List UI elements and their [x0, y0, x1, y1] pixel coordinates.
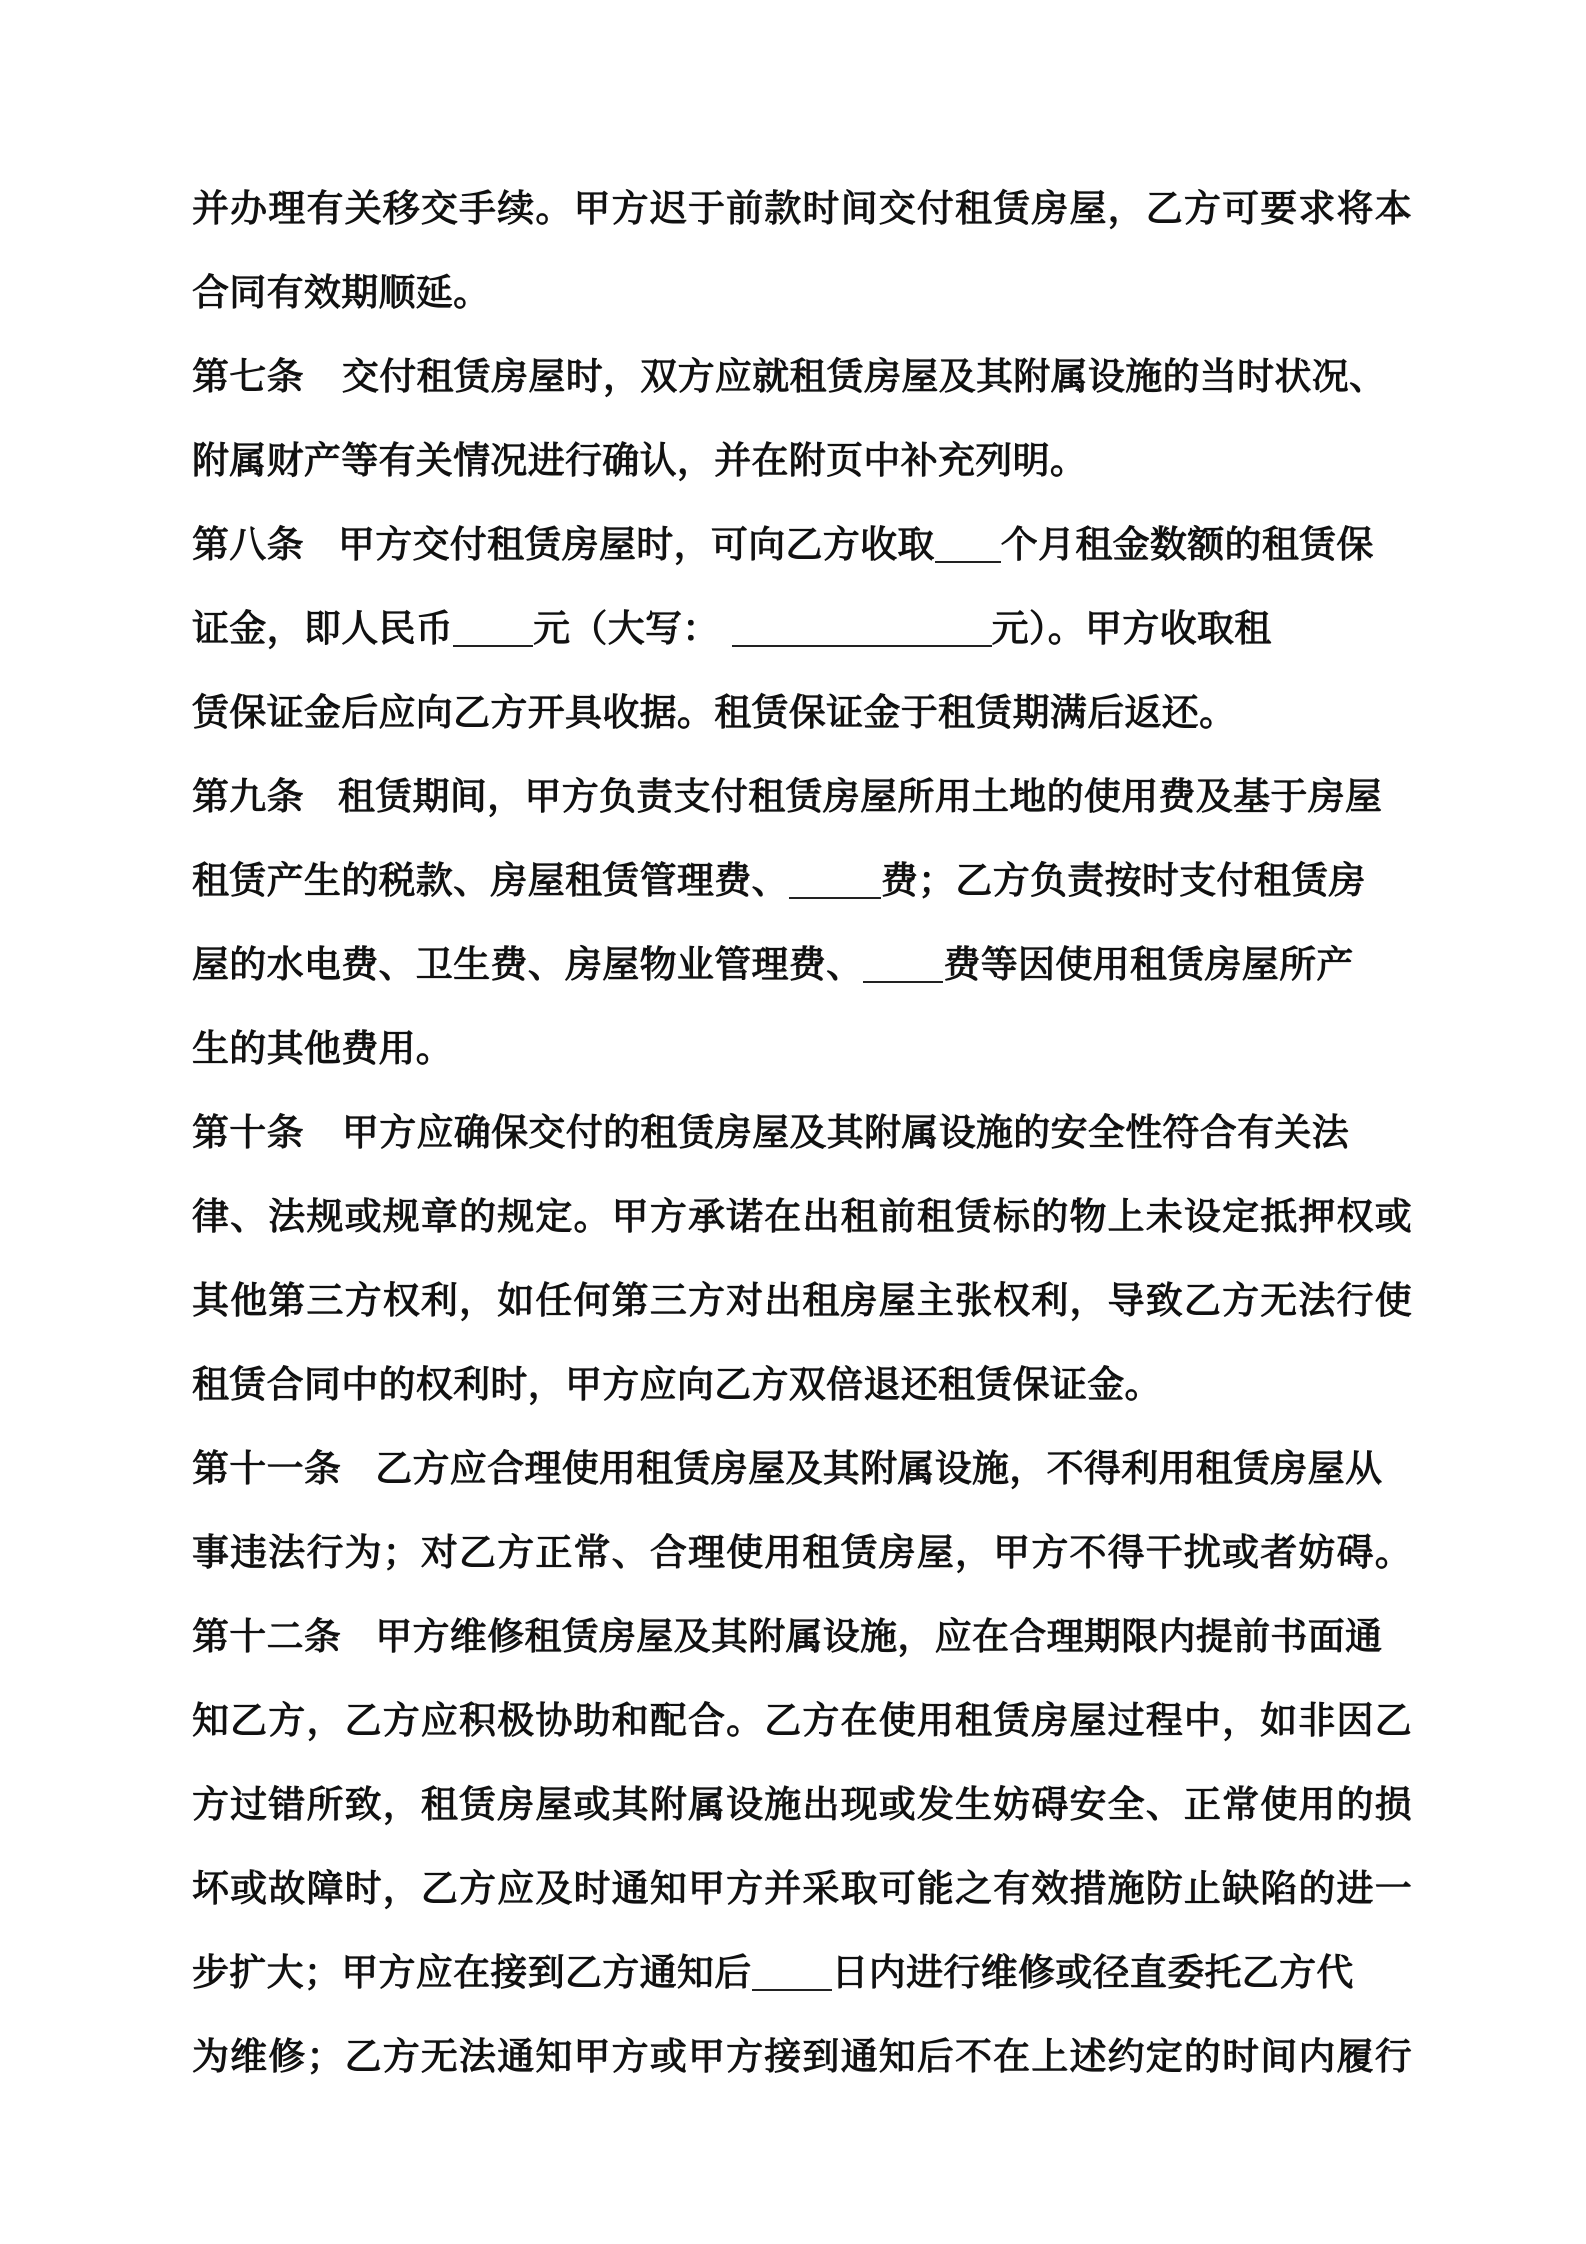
article-number: 第九条	[192, 775, 304, 818]
fill-blank-amount[interactable]	[453, 601, 533, 647]
text-line: 附属财产等有关情况进行确认，并在附页中补充列明。	[192, 439, 1088, 482]
article-number: 第八条	[192, 523, 304, 566]
text-line: 证金，即人民币 元（大写： 元）。甲方收取租	[192, 587, 1412, 671]
fill-blank-amount-uppercase[interactable]	[732, 601, 992, 647]
text-line: 并办理有关移交手续。甲方迟于前款时间交付租赁房屋，乙方可要求将本	[192, 187, 1412, 230]
fill-blank-months[interactable]	[935, 517, 1001, 563]
text-line: 事违法行为；对乙方正常、合理使用租赁房屋，甲方不得干扰或者妨碍。	[192, 1531, 1412, 1574]
article-8: 第八条 甲方交付租赁房屋时，可向乙方收取 个月租金数额的租赁保	[192, 503, 1412, 587]
text-line: 租赁产生的税款、房屋租赁管理费、 费；乙方负责按时支付租赁房	[192, 839, 1412, 923]
article-11: 第十一条 乙方应合理使用租赁房屋及其附属设施，不得利用租赁房屋从	[192, 1447, 1383, 1490]
text-line: 合同有效期顺延。	[192, 271, 491, 314]
text-line: 租赁合同中的权利时，甲方应向乙方双倍退还租赁保证金。	[192, 1363, 1162, 1406]
text-line: 方过错所致，租赁房屋或其附属设施出现或发生妨碍安全、正常使用的损	[192, 1783, 1412, 1826]
article-7: 第七条 交付租赁房屋时，双方应就租赁房屋及其附属设施的当时状况、	[192, 355, 1387, 398]
text-line: 为维修；乙方无法通知甲方或甲方接到通知后不在上述约定的时间内履行	[192, 2035, 1412, 2078]
text-line: 屋的水电费、卫生费、房屋物业管理费、 费等因使用租赁房屋所产	[192, 923, 1412, 1007]
article-number: 第十条	[192, 1111, 304, 1154]
fill-blank-landlord-fee[interactable]	[789, 853, 881, 899]
text-line: 坏或故障时，乙方应及时通知甲方并采取可能之有效措施防止缺陷的进一	[192, 1867, 1412, 1910]
article-number: 第十二条	[192, 1615, 342, 1658]
text-line: 律、法规或规章的规定。甲方承诺在出租前租赁标的物上未设定抵押权或	[192, 1195, 1412, 1238]
text-line: 赁保证金后应向乙方开具收据。租赁保证金于租赁期满后返还。	[192, 691, 1237, 734]
article-number: 第七条	[192, 355, 304, 398]
article-number: 第十一条	[192, 1447, 342, 1490]
article-9: 第九条 租赁期间，甲方负责支付租赁房屋所用土地的使用费及基于房屋	[192, 775, 1383, 818]
text-line: 步扩大；甲方应在接到乙方通知后 日内进行维修或径直委托乙方代	[192, 1931, 1412, 2015]
fill-blank-tenant-fee[interactable]	[863, 937, 943, 983]
article-10: 第十条 甲方应确保交付的租赁房屋及其附属设施的安全性符合有关法	[192, 1111, 1350, 1154]
text-line: 生的其他费用。	[192, 1027, 454, 1070]
document-page	[192, 167, 1412, 2099]
fill-blank-repair-days[interactable]	[752, 1945, 832, 1991]
article-12: 第十二条 甲方维修租赁房屋及其附属设施，应在合理期限内提前书面通	[192, 1615, 1383, 1658]
text-line: 其他第三方权利，如任何第三方对出租房屋主张权利，导致乙方无法行使	[192, 1279, 1412, 1322]
text-line: 知乙方，乙方应积极协助和配合。乙方在使用租赁房屋过程中，如非因乙	[192, 1699, 1412, 1742]
